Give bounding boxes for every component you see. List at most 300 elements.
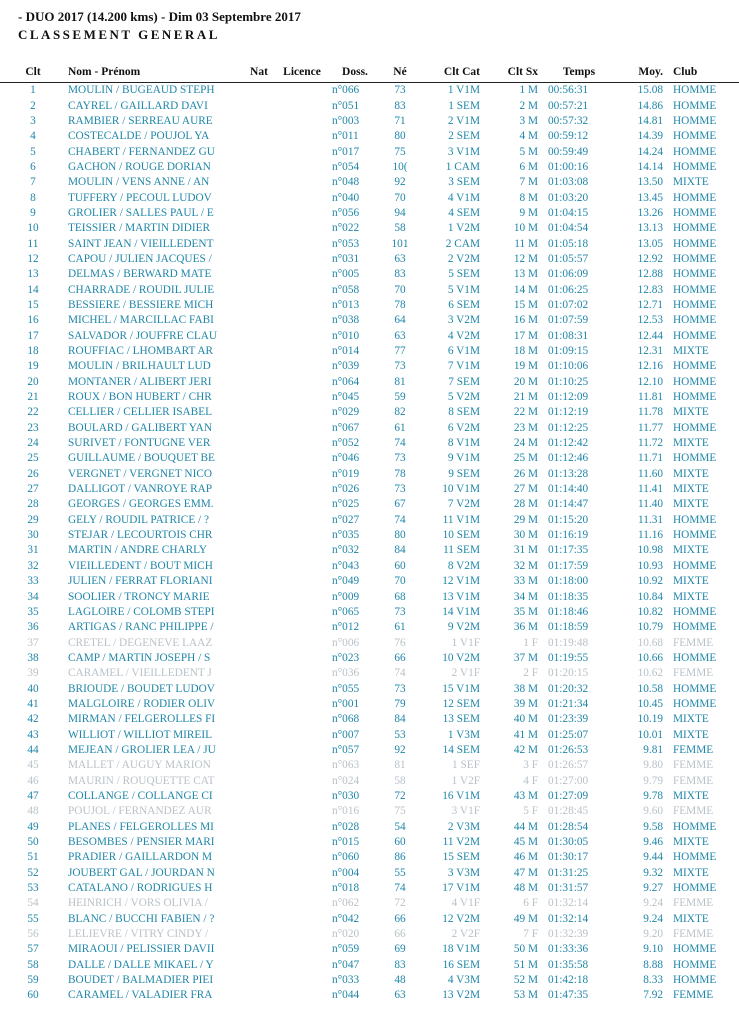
rank-cell: 29 (27, 513, 39, 526)
birth-year-cell: 73 (394, 682, 406, 695)
bib-cell: n°025 (332, 498, 360, 511)
nat-cell (244, 635, 274, 650)
nat-cell (244, 482, 274, 497)
birth-year-cell: 10( (392, 160, 408, 173)
table-row (0, 252, 739, 267)
club-cell: MIXTE (673, 590, 709, 603)
name-cell: LAGLOIRE / COLOMB STEPI (68, 605, 215, 618)
table-row (0, 114, 739, 129)
time-cell: 01:32:39 (548, 928, 589, 941)
licence-cell (274, 497, 330, 512)
bib-cell: n°067 (332, 421, 360, 434)
time-cell: 01:18:35 (548, 590, 589, 603)
rank-cell: 56 (27, 928, 39, 941)
nat-cell (244, 267, 274, 282)
licence-cell (274, 344, 330, 359)
table-row (0, 758, 739, 773)
category-rank-cell: 3 SEM (448, 176, 480, 189)
rank-cell: 10 (27, 222, 39, 235)
rank-cell: 6 (30, 160, 36, 173)
nat-cell (244, 912, 274, 927)
birth-year-cell: 78 (394, 298, 406, 311)
birth-year-cell: 83 (394, 99, 406, 112)
nat-cell (244, 390, 274, 405)
gender-rank-cell: 5 F (523, 805, 538, 818)
table-row (0, 375, 739, 390)
nat-cell (244, 543, 274, 558)
gender-rank-cell: 18 M (513, 345, 538, 358)
bib-cell: n°044 (332, 989, 360, 1002)
licence-cell (274, 375, 330, 390)
name-cell: STEJAR / LECOURTOIS CHR (68, 529, 213, 542)
nat-cell (244, 282, 274, 297)
gender-rank-cell: 36 M (513, 621, 538, 634)
birth-year-cell: 67 (394, 498, 406, 511)
club-cell: HOMME (673, 99, 717, 112)
gender-rank-cell: 32 M (513, 559, 538, 572)
column-header-clt-sx: Clt Sx (483, 63, 544, 83)
speed-cell: 10.45 (637, 697, 663, 710)
licence-cell (274, 359, 330, 374)
gender-rank-cell: 3 F (523, 759, 538, 772)
name-cell: POUJOL / FERNANDEZ AUR (68, 805, 212, 818)
bib-cell: n°024 (332, 774, 360, 787)
birth-year-cell: 74 (394, 513, 406, 526)
bib-cell: n°017 (332, 145, 360, 158)
nat-cell (244, 666, 274, 681)
nat-cell (244, 313, 274, 328)
table-row (0, 574, 739, 589)
nat-cell (244, 681, 274, 696)
nat-cell (244, 298, 274, 313)
gender-rank-cell: 1 M (519, 84, 538, 97)
speed-cell: 11.72 (638, 437, 663, 450)
results-body (0, 83, 739, 1004)
club-cell: HOMME (673, 605, 717, 618)
table-row (0, 743, 739, 758)
gender-rank-cell: 34 M (513, 590, 538, 603)
rank-cell: 55 (27, 912, 39, 925)
speed-cell: 9.58 (643, 820, 663, 833)
rank-cell: 11 (27, 237, 39, 250)
table-row (0, 482, 739, 497)
name-cell: CRETEL / DEGENEVE LAAZ (68, 636, 213, 649)
time-cell: 01:18:59 (548, 621, 589, 634)
birth-year-cell: 72 (394, 789, 406, 802)
rank-cell: 39 (27, 667, 39, 680)
birth-year-cell: 83 (394, 958, 406, 971)
category-rank-cell: 5 V1M (447, 283, 480, 296)
bib-cell: n°046 (332, 452, 360, 465)
club-cell: HOMME (673, 160, 717, 173)
birth-year-cell: 58 (394, 774, 406, 787)
rank-cell: 9 (30, 206, 36, 219)
table-row (0, 912, 739, 927)
table-row (0, 635, 739, 650)
time-cell: 01:32:14 (548, 897, 589, 910)
table-row (0, 129, 739, 144)
rank-cell: 43 (27, 728, 39, 741)
gender-rank-cell: 30 M (513, 529, 538, 542)
licence-cell (274, 329, 330, 344)
rank-cell: 52 (27, 866, 39, 879)
rank-cell: 59 (27, 974, 39, 987)
name-cell: MALGLOIRE / RODIER OLIV (68, 697, 216, 710)
speed-cell: 9.32 (643, 866, 663, 879)
speed-cell: 9.60 (643, 805, 663, 818)
speed-cell: 11.81 (638, 391, 663, 404)
licence-cell (274, 866, 330, 881)
birth-year-cell: 53 (394, 728, 406, 741)
name-cell: CAMP / MARTIN JOSEPH / S (68, 651, 211, 664)
licence-cell (274, 620, 330, 635)
birth-year-cell: 101 (391, 237, 409, 250)
bib-cell: n°038 (332, 314, 360, 327)
category-rank-cell: 1 CAM (445, 160, 480, 173)
club-cell: HOMME (673, 851, 717, 864)
gender-rank-cell: 52 M (513, 974, 538, 987)
gender-rank-cell: 28 M (513, 498, 538, 511)
club-cell: HOMME (673, 682, 717, 695)
nat-cell (244, 497, 274, 512)
club-cell: HOMME (673, 145, 717, 158)
club-cell: HOMME (673, 191, 717, 204)
nat-cell (244, 375, 274, 390)
birth-year-cell: 84 (394, 713, 406, 726)
gender-rank-cell: 9 M (519, 206, 538, 219)
rank-cell: 45 (27, 759, 39, 772)
birth-year-cell: 66 (394, 651, 406, 664)
gender-rank-cell: 37 M (513, 651, 538, 664)
rank-cell: 3 (30, 114, 36, 127)
gender-rank-cell: 47 M (513, 866, 538, 879)
table-row (0, 543, 739, 558)
gender-rank-cell: 51 M (513, 958, 538, 971)
speed-cell: 13.05 (637, 237, 663, 250)
speed-cell: 10.58 (637, 682, 663, 695)
nat-cell (244, 820, 274, 835)
time-cell: 01:28:45 (548, 805, 589, 818)
rank-cell: 19 (27, 360, 39, 373)
table-row (0, 681, 739, 696)
table-row (0, 467, 739, 482)
birth-year-cell: 63 (394, 252, 406, 265)
time-cell: 01:12:09 (548, 391, 589, 404)
club-cell: MIXTE (673, 406, 709, 419)
rank-cell: 17 (27, 329, 39, 342)
gender-rank-cell: 39 M (513, 697, 538, 710)
gender-rank-cell: 7 M (519, 176, 538, 189)
time-cell: 01:05:18 (548, 237, 589, 250)
name-cell: DALLE / DALLE MIKAEL / Y (68, 958, 214, 971)
speed-cell: 12.44 (637, 329, 663, 342)
nat-cell (244, 743, 274, 758)
licence-cell (274, 758, 330, 773)
birth-year-cell: 73 (394, 605, 406, 618)
name-cell: GELY / ROUDIL PATRICE / ? (68, 513, 210, 526)
category-rank-cell: 1 V1F (451, 636, 480, 649)
gender-rank-cell: 40 M (513, 713, 538, 726)
table-row (0, 712, 739, 727)
category-rank-cell: 13 V2M (442, 989, 480, 1002)
nat-cell (244, 329, 274, 344)
time-cell: 01:12:42 (548, 437, 589, 450)
bib-cell: n°001 (332, 697, 360, 710)
time-cell: 01:18:00 (548, 575, 589, 588)
rank-cell: 21 (27, 391, 39, 404)
gender-rank-cell: 17 M (513, 329, 538, 342)
gender-rank-cell: 46 M (513, 851, 538, 864)
table-row (0, 329, 739, 344)
category-rank-cell: 6 V2M (447, 421, 480, 434)
licence-cell (274, 114, 330, 129)
table-row (0, 958, 739, 973)
table-row (0, 236, 739, 251)
birth-year-cell: 63 (394, 329, 406, 342)
category-rank-cell: 2 V2M (447, 252, 480, 265)
speed-cell: 11.40 (638, 498, 663, 511)
category-rank-cell: 8 V2M (447, 559, 480, 572)
birth-year-cell: 74 (394, 882, 406, 895)
nat-cell (244, 927, 274, 942)
licence-cell (274, 467, 330, 482)
time-cell: 01:10:25 (548, 375, 589, 388)
bib-cell: n°036 (332, 667, 360, 680)
licence-cell (274, 988, 330, 1003)
club-cell: HOMME (673, 360, 717, 373)
birth-year-cell: 78 (394, 467, 406, 480)
rank-cell: 60 (27, 989, 39, 1002)
category-rank-cell: 12 V2M (442, 912, 480, 925)
column-header-dossard: Doss. (330, 63, 380, 83)
licence-cell (274, 421, 330, 436)
nat-cell (244, 973, 274, 988)
category-rank-cell: 10 V2M (442, 651, 480, 664)
table-row (0, 605, 739, 620)
bib-cell: n°054 (332, 160, 360, 173)
time-cell: 01:26:53 (548, 743, 589, 756)
name-cell: SURIVET / FONTUGNE VER (68, 437, 211, 450)
licence-cell (274, 635, 330, 650)
licence-cell (274, 482, 330, 497)
table-row (0, 896, 739, 911)
nat-cell (244, 175, 274, 190)
club-cell: HOMME (673, 130, 717, 143)
bib-cell: n°052 (332, 437, 360, 450)
speed-cell: 13.26 (637, 206, 663, 219)
birth-year-cell: 54 (394, 820, 406, 833)
bib-cell: n°009 (332, 590, 360, 603)
table-row (0, 282, 739, 297)
speed-cell: 14.24 (637, 145, 663, 158)
column-header-clt-cat: Clt Cat (420, 63, 483, 83)
gender-rank-cell: 26 M (513, 467, 538, 480)
licence-cell (274, 313, 330, 328)
gender-rank-cell: 11 M (514, 237, 538, 250)
bib-cell: n°003 (332, 114, 360, 127)
time-cell: 01:08:31 (548, 329, 589, 342)
club-cell: HOMME (673, 421, 717, 434)
nat-cell (244, 451, 274, 466)
nat-cell (244, 421, 274, 436)
gender-rank-cell: 15 M (513, 298, 538, 311)
rank-cell: 4 (30, 130, 36, 143)
name-cell: RAMBIER / SERREAU AURE (68, 114, 213, 127)
speed-cell: 13.50 (637, 176, 663, 189)
rank-cell: 51 (27, 851, 39, 864)
speed-cell: 11.71 (638, 452, 663, 465)
birth-year-cell: 73 (394, 84, 406, 97)
time-cell: 01:20:32 (548, 682, 589, 695)
birth-year-cell: 58 (394, 222, 406, 235)
table-row (0, 497, 739, 512)
table-row (0, 881, 739, 896)
speed-cell: 10.19 (637, 713, 663, 726)
licence-cell (274, 206, 330, 221)
time-cell: 01:06:25 (548, 283, 589, 296)
bib-cell: n°033 (332, 974, 360, 987)
speed-cell: 11.41 (638, 483, 663, 496)
table-row (0, 559, 739, 574)
gender-rank-cell: 4 M (519, 130, 538, 143)
gender-rank-cell: 16 M (513, 314, 538, 327)
nat-cell (244, 942, 274, 957)
table-row (0, 727, 739, 742)
birth-year-cell: 70 (394, 191, 406, 204)
nat-cell (244, 144, 274, 159)
birth-year-cell: 75 (394, 145, 406, 158)
gender-rank-cell: 33 M (513, 575, 538, 588)
birth-year-cell: 81 (394, 759, 406, 772)
table-row (0, 666, 739, 681)
bib-cell: n°004 (332, 866, 360, 879)
club-cell: MIXTE (673, 713, 709, 726)
name-cell: PRADIER / GAILLARDON M (68, 851, 213, 864)
time-cell: 01:07:02 (548, 298, 589, 311)
licence-cell (274, 144, 330, 159)
time-cell: 01:31:25 (548, 866, 589, 879)
time-cell: 01:09:15 (548, 345, 589, 358)
club-cell: FEMME (673, 928, 714, 941)
bib-cell: n°058 (332, 283, 360, 296)
category-rank-cell: 15 SEM (442, 851, 480, 864)
gender-rank-cell: 12 M (513, 252, 538, 265)
club-cell: FEMME (673, 989, 714, 1002)
category-rank-cell: 2 V1F (451, 667, 480, 680)
category-rank-cell: 2 CAM (445, 237, 480, 250)
speed-cell: 14.86 (637, 99, 663, 112)
time-cell: 01:07:59 (548, 314, 589, 327)
gender-rank-cell: 4 F (523, 774, 538, 787)
time-cell: 01:17:59 (548, 559, 589, 572)
licence-cell (274, 236, 330, 251)
column-header-ne: Né (380, 63, 420, 83)
bib-cell: n°065 (332, 605, 360, 618)
table-row (0, 405, 739, 420)
rank-cell: 24 (27, 437, 39, 450)
speed-cell: 12.31 (637, 345, 663, 358)
time-cell: 01:05:57 (548, 252, 589, 265)
category-rank-cell: 4 V2M (447, 329, 480, 342)
speed-cell: 9.81 (643, 743, 663, 756)
club-cell: MIXTE (673, 836, 709, 849)
licence-cell (274, 252, 330, 267)
birth-year-cell: 72 (394, 897, 406, 910)
licence-cell (274, 98, 330, 113)
speed-cell: 11.77 (638, 421, 663, 434)
category-rank-cell: 3 V1M (447, 145, 480, 158)
rank-cell: 32 (27, 559, 39, 572)
gender-rank-cell: 45 M (513, 836, 538, 849)
licence-cell (274, 666, 330, 681)
time-cell: 00:57:21 (548, 99, 589, 112)
bib-cell: n°047 (332, 958, 360, 971)
time-cell: 01:27:00 (548, 774, 589, 787)
table-row (0, 421, 739, 436)
name-cell: HEINRICH / VORS OLIVIA / (68, 897, 208, 910)
rank-cell: 28 (27, 498, 39, 511)
licence-cell (274, 912, 330, 927)
rank-cell: 35 (27, 605, 39, 618)
birth-year-cell: 74 (394, 667, 406, 680)
club-cell: FEMME (673, 774, 714, 787)
time-cell: 01:18:46 (548, 605, 589, 618)
category-rank-cell: 9 V1M (447, 452, 480, 465)
table-row (0, 589, 739, 604)
speed-cell: 9.24 (643, 912, 663, 925)
speed-cell: 12.83 (637, 283, 663, 296)
time-cell: 01:17:35 (548, 544, 589, 557)
nat-cell (244, 513, 274, 528)
category-rank-cell: 4 SEM (448, 206, 480, 219)
category-rank-cell: 11 V2M (442, 836, 480, 849)
birth-year-cell: 73 (394, 360, 406, 373)
speed-cell: 11.60 (638, 467, 663, 480)
licence-cell (274, 697, 330, 712)
club-cell: HOMME (673, 621, 717, 634)
name-cell: JOUBERT GAL / JOURDAN N (68, 866, 215, 879)
category-rank-cell: 9 V2M (447, 621, 480, 634)
licence-cell (274, 298, 330, 313)
table-row (0, 451, 739, 466)
category-rank-cell: 7 V1M (447, 360, 480, 373)
nat-cell (244, 129, 274, 144)
licence-cell (274, 267, 330, 282)
nat-cell (244, 712, 274, 727)
time-cell: 01:23:39 (548, 713, 589, 726)
licence-cell (274, 927, 330, 942)
club-cell: HOMME (673, 651, 717, 664)
name-cell: COSTECALDE / POUJOL YA (68, 130, 210, 143)
name-cell: SALVADOR / JOUFFRE CLAU (68, 329, 218, 342)
licence-cell (274, 881, 330, 896)
time-cell: 00:57:32 (548, 114, 589, 127)
bib-cell: n°057 (332, 743, 360, 756)
name-cell: MICHEL / MARCILLAC FABI (68, 314, 214, 327)
club-cell: MIXTE (673, 912, 709, 925)
time-cell: 01:13:28 (548, 467, 589, 480)
gender-rank-cell: 48 M (513, 882, 538, 895)
nat-cell (244, 252, 274, 267)
birth-year-cell: 64 (394, 314, 406, 327)
rank-cell: 53 (27, 882, 39, 895)
rank-cell: 13 (27, 268, 39, 281)
category-rank-cell: 1 SEF (452, 759, 480, 772)
rank-cell: 57 (27, 943, 39, 956)
birth-year-cell: 80 (394, 529, 406, 542)
nat-cell (244, 697, 274, 712)
time-cell: 01:42:18 (548, 974, 589, 987)
